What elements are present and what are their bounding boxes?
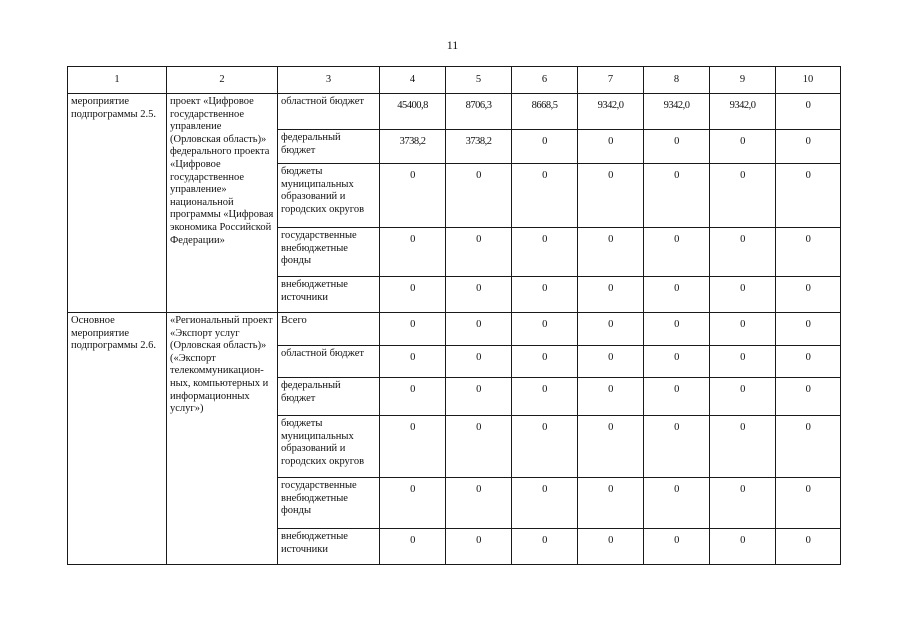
- funding-source-cell: внебюджетные источники: [278, 529, 380, 565]
- value-cell: 0: [776, 313, 841, 346]
- value-cell: 0: [578, 313, 644, 346]
- column-header-10: 10: [776, 67, 841, 94]
- value-cell: 0: [710, 130, 776, 164]
- value-cell: 0: [578, 228, 644, 277]
- column-header-2: 2: [167, 67, 278, 94]
- funding-source-cell: областной бюджет: [278, 346, 380, 378]
- value-cell: 0: [446, 529, 512, 565]
- value-cell: 0: [512, 346, 578, 378]
- value-cell: 0: [380, 529, 446, 565]
- value-cell: 0: [644, 346, 710, 378]
- value-cell: 0: [644, 313, 710, 346]
- funding-source-cell: Всего: [278, 313, 380, 346]
- funding-source-cell: областной бюджет: [278, 94, 380, 130]
- value-cell: 0: [776, 416, 841, 478]
- value-cell: 0: [380, 478, 446, 529]
- value-cell: 0: [512, 529, 578, 565]
- value-cell: 0: [380, 313, 446, 346]
- value-cell: 0: [776, 164, 841, 228]
- value-cell: 0: [578, 378, 644, 416]
- value-cell: 0: [710, 277, 776, 313]
- column-header-5: 5: [446, 67, 512, 94]
- value-cell: 0: [776, 378, 841, 416]
- value-cell: 0: [446, 313, 512, 346]
- value-cell: 0: [380, 416, 446, 478]
- value-cell: 0: [710, 478, 776, 529]
- value-cell: 0: [644, 529, 710, 565]
- value-cell: 0: [512, 313, 578, 346]
- value-cell: 0: [512, 277, 578, 313]
- funding-source-cell: государственные внебюджетные фонды: [278, 478, 380, 529]
- column-header-3: 3: [278, 67, 380, 94]
- value-cell: 0: [578, 130, 644, 164]
- value-cell: 0: [776, 529, 841, 565]
- value-cell: 0: [578, 416, 644, 478]
- value-cell: 0: [446, 277, 512, 313]
- value-cell: 0: [710, 378, 776, 416]
- event-cell: мероприятие подпрограммы 2.5.: [68, 94, 167, 313]
- value-cell: 0: [710, 313, 776, 346]
- value-cell: 0: [710, 164, 776, 228]
- value-cell: 0: [644, 378, 710, 416]
- budget-table: [67, 66, 841, 565]
- project-name-cell: проект «Цифровое государственное управление (Орловская область)» федерального проекта «Цифровое государственное управление» национальной программы «Цифровая экономика Российской Федерации»: [167, 94, 278, 313]
- value-cell: 9342,0: [644, 94, 710, 130]
- value-cell: 0: [776, 478, 841, 529]
- page-number: 11: [446, 38, 459, 52]
- funding-source-cell: государственные внебюджетные фонды: [278, 228, 380, 277]
- value-cell: 0: [578, 277, 644, 313]
- value-cell: 0: [644, 164, 710, 228]
- column-header-1: 1: [68, 67, 167, 94]
- column-header-8: 8: [644, 67, 710, 94]
- value-cell: 3738,2: [446, 130, 512, 164]
- table-header-row: [68, 67, 841, 94]
- value-cell: 0: [776, 94, 841, 130]
- value-cell: 0: [446, 378, 512, 416]
- value-cell: 0: [512, 416, 578, 478]
- value-cell: 0: [644, 416, 710, 478]
- value-cell: 0: [710, 228, 776, 277]
- value-cell: 0: [644, 277, 710, 313]
- value-cell: 8668,5: [512, 94, 578, 130]
- value-cell: 0: [578, 529, 644, 565]
- funding-source-cell: федеральный бюджет: [278, 130, 380, 164]
- value-cell: 0: [710, 416, 776, 478]
- column-header-4: 4: [380, 67, 446, 94]
- value-cell: 0: [380, 164, 446, 228]
- table-row: [68, 313, 841, 346]
- column-header-6: 6: [512, 67, 578, 94]
- value-cell: 0: [446, 164, 512, 228]
- value-cell: 45400,8: [380, 94, 446, 130]
- value-cell: 0: [446, 346, 512, 378]
- table-row: [68, 94, 841, 130]
- value-cell: 0: [446, 228, 512, 277]
- value-cell: 9342,0: [710, 94, 776, 130]
- value-cell: 0: [578, 164, 644, 228]
- column-header-9: 9: [710, 67, 776, 94]
- funding-source-cell: внебюджетные источники: [278, 277, 380, 313]
- value-cell: 0: [512, 228, 578, 277]
- value-cell: 0: [512, 478, 578, 529]
- value-cell: 0: [578, 346, 644, 378]
- value-cell: 0: [512, 164, 578, 228]
- value-cell: 0: [644, 228, 710, 277]
- value-cell: 0: [380, 228, 446, 277]
- value-cell: 0: [776, 228, 841, 277]
- value-cell: 0: [512, 378, 578, 416]
- value-cell: 0: [776, 277, 841, 313]
- value-cell: 0: [776, 346, 841, 378]
- value-cell: 8706,3: [446, 94, 512, 130]
- value-cell: 0: [446, 416, 512, 478]
- value-cell: 0: [380, 277, 446, 313]
- value-cell: 0: [446, 478, 512, 529]
- event-cell: Основное мероприятие подпрограммы 2.6.: [68, 313, 167, 565]
- funding-source-cell: бюджеты муниципальных образований и городских округов: [278, 164, 380, 228]
- column-header-7: 7: [578, 67, 644, 94]
- value-cell: 0: [380, 346, 446, 378]
- value-cell: 0: [380, 378, 446, 416]
- value-cell: 0: [578, 478, 644, 529]
- value-cell: 0: [710, 346, 776, 378]
- value-cell: 9342,0: [578, 94, 644, 130]
- value-cell: 0: [644, 478, 710, 529]
- value-cell: 0: [644, 130, 710, 164]
- value-cell: 3738,2: [380, 130, 446, 164]
- value-cell: 0: [776, 130, 841, 164]
- funding-source-cell: федеральный бюджет: [278, 378, 380, 416]
- value-cell: 0: [512, 130, 578, 164]
- project-name-cell: «Региональный проект «Экспорт услуг (Орловская область)» («Экспорт телекоммуникацион-ных, компьютерных и информационных услуг»): [167, 313, 278, 565]
- funding-source-cell: бюджеты муниципальных образований и городских округов: [278, 416, 380, 478]
- value-cell: 0: [710, 529, 776, 565]
